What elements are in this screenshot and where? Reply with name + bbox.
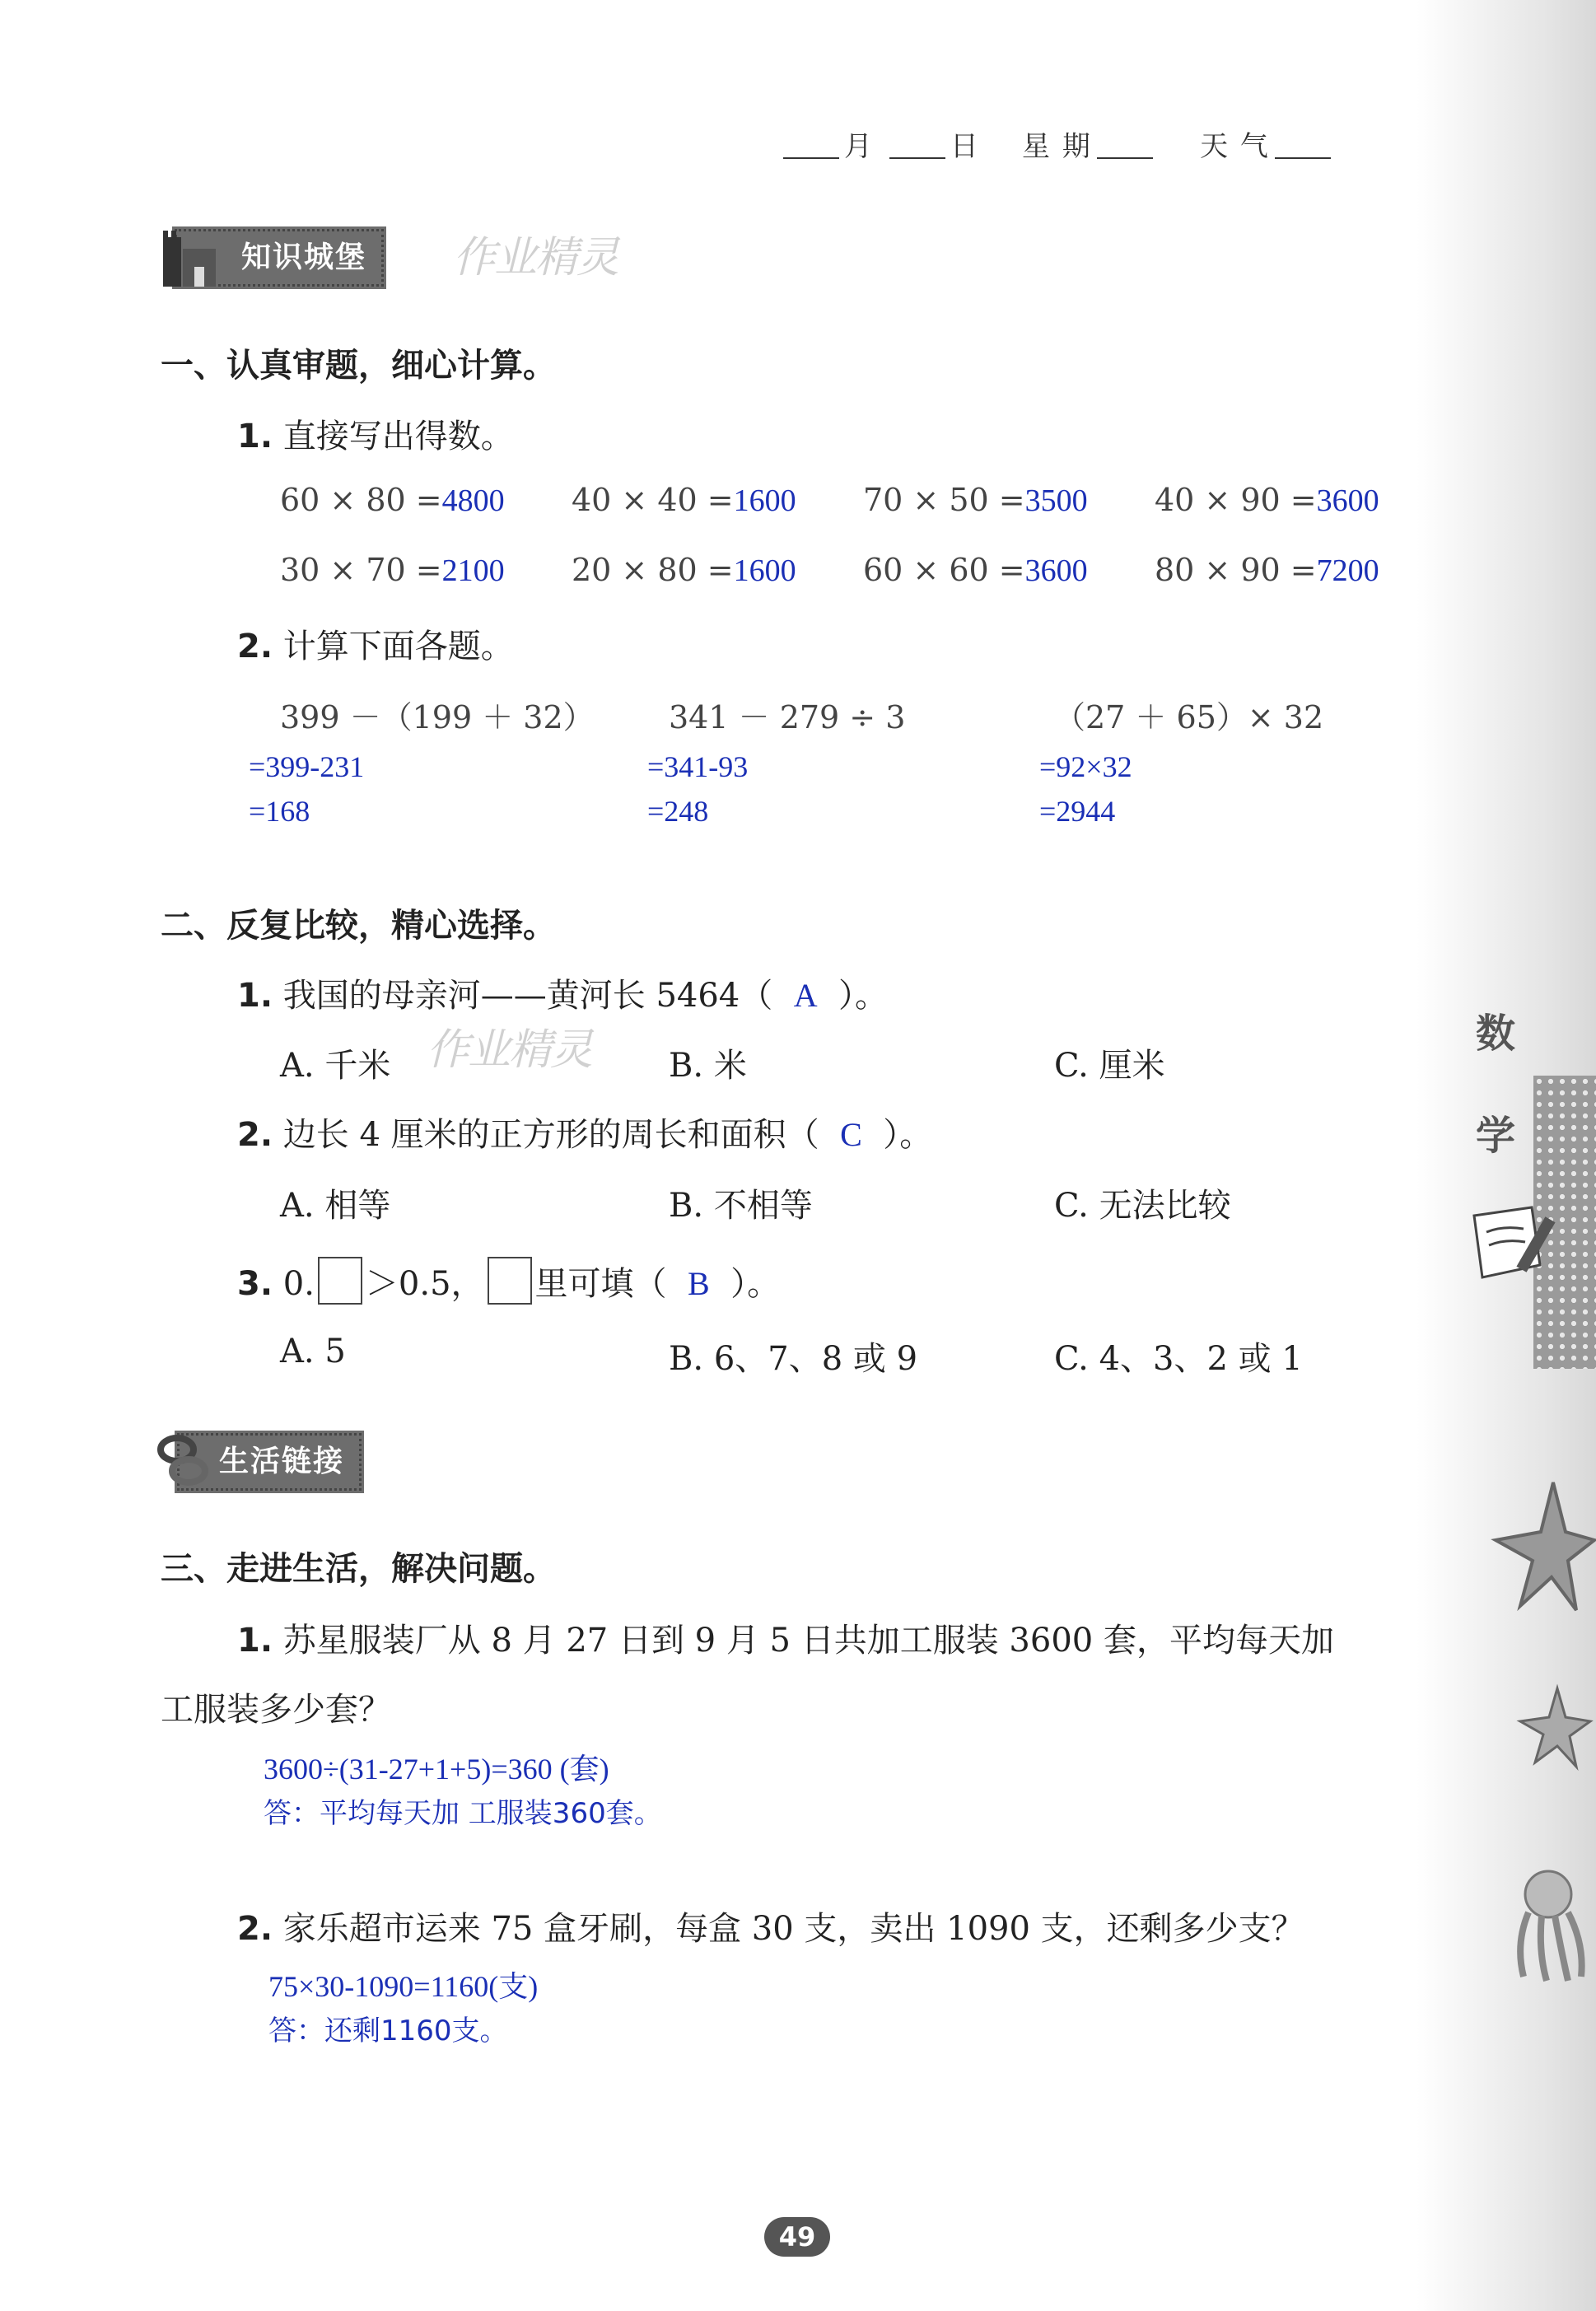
option: A. 5: [280, 1333, 346, 1370]
castle-icon: [158, 221, 224, 290]
step: =2944: [1039, 795, 1116, 828]
section2-title: 二、反复比较，精心选择。: [161, 907, 556, 945]
calc-item: 40 × 90 =3600: [1155, 482, 1379, 518]
step: =248: [647, 795, 709, 828]
s1-q2: 2. 计算下面各题。: [237, 628, 514, 665]
small-starfish-icon: [1512, 1680, 1594, 1779]
section1-title: 一、认真审题，细心计算。: [161, 347, 556, 385]
step: =92×32: [1039, 750, 1132, 783]
option: C. 4、3、2 或 1: [1054, 1340, 1303, 1378]
option: A. 千米: [280, 1047, 391, 1085]
watermark: 作业精灵: [453, 233, 618, 282]
option: B. 6、7、8 或 9: [669, 1340, 918, 1378]
s3-q1-line1: 1. 苏星服装厂从 8 月 27 日到 9 月 5 日共加工服装 3600 套，平均每天加: [237, 1622, 1334, 1660]
calc-item: 70 × 50 =3500: [863, 482, 1088, 518]
answer: 答：平均每天加 工服装360套。: [264, 1797, 662, 1830]
option: B. 米: [669, 1047, 747, 1085]
calc-item: 20 × 80 =1600: [572, 552, 796, 588]
watermark: 作业精灵: [427, 1025, 592, 1075]
expr: 399 －（199 ＋ 32）: [280, 699, 595, 735]
chain-link-icon: [152, 1428, 218, 1497]
option: C. 无法比较: [1054, 1187, 1231, 1225]
s2-q1: 1. 我国的母亲河——黄河长 5464（ A ）。: [237, 977, 889, 1015]
step: =399-231: [249, 750, 365, 783]
option: B. 不相等: [669, 1187, 813, 1225]
blank-box: [488, 1257, 532, 1305]
section3-title: 三、走进生活，解决问题。: [161, 1550, 556, 1588]
pencil-note-icon: [1466, 1199, 1565, 1290]
step: =168: [249, 795, 310, 828]
solution: 75×30-1090=1160(支): [268, 1970, 539, 2003]
calc-item: 60 × 80 =4800: [280, 482, 505, 518]
step: =341-93: [647, 750, 749, 783]
knowledge-castle-banner: 知识城堡: [158, 229, 384, 287]
option: A. 相等: [280, 1187, 391, 1225]
answer: 答：还剩1160支。: [268, 2015, 508, 2047]
s3-q1-line2: 工服装多少套？: [161, 1691, 391, 1729]
expr: 341 － 279 ÷ 3: [669, 699, 906, 735]
s1-q1: 1. 直接写出得数。: [237, 418, 514, 455]
blank-box: [318, 1257, 362, 1305]
side-label-math-1: 数: [1476, 1011, 1516, 1057]
calc-item: 30 × 70 =2100: [280, 552, 505, 588]
s2-q3: 3. 0. ＞0.5， 里可填（ B ）。: [237, 1257, 780, 1305]
octopus-icon: [1499, 1861, 1596, 1985]
s3-q2: 2. 家乐超市运来 75 盒牙刷，每盒 30 支，卖出 1090 支，还剩多少支？: [237, 1910, 1304, 1948]
page-number: 49: [764, 2217, 830, 2257]
option: C. 厘米: [1054, 1047, 1165, 1085]
expr: （27 ＋ 65）× 32: [1054, 699, 1324, 735]
s2-q2: 2. 边长 4 厘米的正方形的周长和面积（ C ）。: [237, 1116, 933, 1154]
calc-item: 60 × 60 =3600: [863, 552, 1088, 588]
calc-item: 80 × 90 =7200: [1155, 552, 1379, 588]
calc-item: 40 × 40 =1600: [572, 482, 796, 518]
date-weather-header: 月 日 星 期 天 气: [778, 124, 1336, 164]
solution: 3600÷(31-27+1+5)=360 (套): [264, 1753, 609, 1786]
starfish-icon: [1479, 1474, 1596, 1631]
life-link-banner: 生活链接: [152, 1433, 362, 1491]
side-label-math-2: 学: [1476, 1113, 1516, 1159]
